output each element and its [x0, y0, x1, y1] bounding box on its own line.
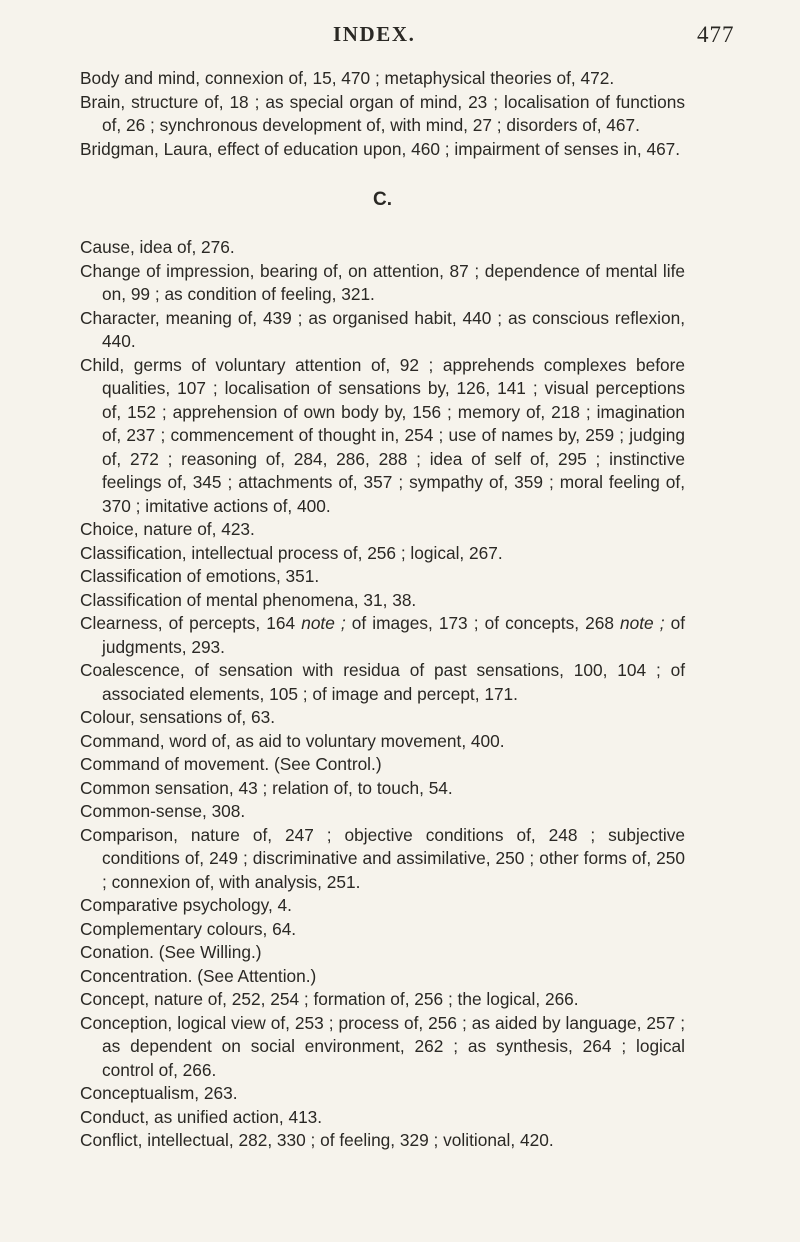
index-entry: Conduct, as unified action, 413. — [80, 1106, 323, 1127]
index-entry: Bridgman, Laura, effect of education upon, 460 ; impairment of senses in, 467. — [80, 138, 681, 159]
index-entry: Command of movement. (See Control.) — [80, 754, 382, 774]
index-entry: Conflict, intellectual, 282, 330 ; of feeling, 329 ; volitional, 420. — [80, 1130, 554, 1150]
index-entry: Coalescence, of sensation with residua of past sensations, 100, 104 ; of associated elements, 105 ; of image and percept, 171. — [80, 660, 685, 704]
index-entry: Common-sense, 308. — [80, 801, 246, 821]
index-entry-clearness — [80, 612, 685, 659]
index-entry: Change of impression, bearing of, on attention, 87 ; dependence of mental life on, 99 ; as condition of feeling, 321. — [80, 260, 685, 304]
index-entry: Complementary colours, 64. — [80, 918, 297, 939]
page-number: 477 — [697, 22, 735, 47]
page-header — [0, 22, 800, 52]
index-entry: Body and mind, connexion of, 15, 470 ; metaphysical theories of, 472. — [80, 68, 615, 88]
section-letter-c: C. — [373, 189, 392, 210]
index-entry: Classification of emotions, 351. — [80, 566, 320, 586]
note-marker: note ; — [301, 613, 346, 633]
entry-text: Clearness, of percepts, 164 — [80, 613, 302, 633]
index-body — [80, 67, 685, 1153]
index-entry: Conception, logical view of, 253 ; process of, 256 ; as aided by language, 257 ; as dependent on social environment, 262 ; as synthesis, 264 ; logical control of, 266. — [80, 1012, 685, 1080]
note-marker: note ; — [620, 613, 665, 633]
index-entry: Comparative psychology, 4. — [80, 895, 292, 915]
running-title: INDEX. — [333, 22, 416, 46]
index-entry: Classification, intellectual process of, 256 ; logical, 267. — [80, 542, 503, 563]
index-entry: Cause, idea of, 276. — [80, 237, 235, 257]
entry-text: of judgments, 293. — [102, 613, 686, 657]
index-entry: Conceptualism, 263. — [80, 1083, 238, 1103]
index-entry: Colour, sensations of, 63. — [80, 707, 276, 727]
index-entry: Common sensation, 43 ; relation of, to touch, 54. — [80, 777, 453, 798]
index-entry: Choice, nature of, 423. — [80, 519, 255, 539]
index-entry: Character, meaning of, 439 ; as organised habit, 440 ; as conscious reflexion, 440. — [80, 307, 685, 351]
index-entry: Conation. (See Willing.) — [80, 942, 262, 962]
index-entry: Concept, nature of, 252, 254 ; formation of, 256 ; the logical, 266. — [80, 989, 579, 1009]
index-entry: Concentration. (See Attention.) — [80, 965, 317, 986]
index-entry: Comparison, nature of, 247 ; objective conditions of, 248 ; subjective conditions of, 249 ; discriminative and assimilative, 250 ; other forms of, 250 ; connexion of, with analysis, 251. — [80, 824, 685, 892]
index-entry: Command, word of, as aid to voluntary movement, 400. — [80, 730, 505, 751]
index-entry: Child, germs of voluntary attention of, 92 ; apprehends complexes before qualities, 107 ; localisation of sensations by, 126, 141 ; visual perceptions of, 152 ; apprehension of own body by, 156 ; memory of, 218 ; imagination of, 237 ; commencement of thought in, 254 ; use of names by, 259 ; judging of, 272 ; reasoning of, 284, 286, 288 ; idea of self of, 295 ; instinctive feelings of, 345 ; attachments of, 357 ; sympathy of, 359 ; moral feeling of, 370 ; imitative actions of, 400. — [80, 354, 685, 516]
index-entry: Brain, structure of, 18 ; as special organ of mind, 23 ; localisation of functions of, 26 ; synchronous development of, with mind, 27 ; disorders of, 467. — [80, 91, 685, 135]
index-entry: Classification of mental phenomena, 31, 38. — [80, 589, 417, 610]
entry-text: of images, 173 ; of concepts, 268 — [345, 613, 621, 633]
